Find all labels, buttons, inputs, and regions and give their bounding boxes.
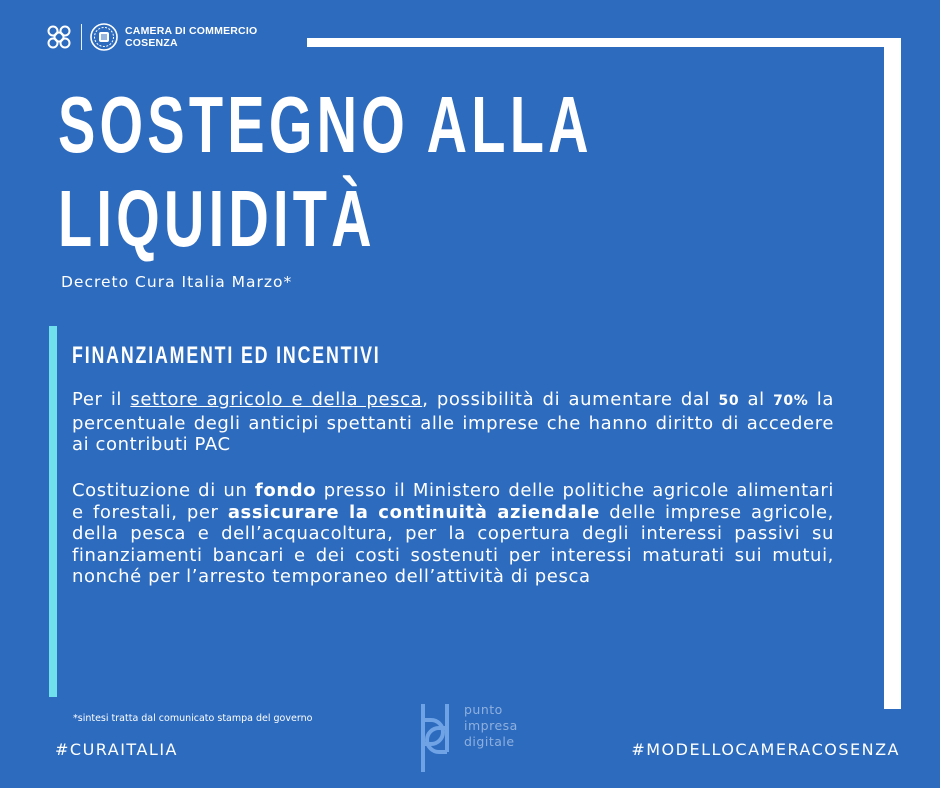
p1-text-1: Per il [72, 389, 131, 410]
header [44, 22, 257, 52]
footnote: *sintesi tratta dal comunicato stampa del governo [73, 713, 313, 724]
subtitle: Decreto Cura Italia Marzo* [61, 273, 293, 291]
paragraph-1 [72, 389, 834, 456]
p2-bold-fondo: fondo [254, 480, 317, 501]
pid-label [464, 702, 518, 750]
punto-impresa-digitale-logo [414, 702, 518, 774]
pid-label-line3: digitale [464, 734, 515, 749]
punto-impresa-digitale-logo-icon [414, 702, 456, 774]
p1-number-70: 70% [773, 393, 809, 409]
chamber-name [125, 25, 257, 49]
chamber-seal-logo-icon [89, 22, 119, 52]
hashtag-curaitalia: #CURAITALIA [55, 740, 178, 759]
page-title-line1: SOSTEGNO ALLA [58, 80, 593, 169]
chamber-name-line2: COSENZA [125, 37, 178, 49]
hashtag-modellocameracosenza: #MODELLOCAMERACOSENZA [631, 740, 900, 759]
pid-label-line1: punto [464, 702, 503, 717]
paragraph-2 [72, 480, 834, 588]
frame-right-border [884, 38, 901, 709]
p1-text-3: al [739, 389, 774, 410]
page-title-line2: LIQUIDITÀ [58, 174, 376, 263]
header-divider [81, 24, 82, 50]
accent-bar [49, 326, 57, 697]
frame-top-border [307, 38, 901, 47]
p1-text-2: , possibilità di aumentare dal [422, 389, 719, 410]
chamber-name-line1: CAMERA DI COMMERCIO [125, 25, 258, 37]
page-title [58, 78, 593, 266]
p2-text-2: presso il Ministero delle politiche agricole alimentari e forestali, per [72, 480, 834, 523]
p1-number-50: 50 [718, 393, 740, 409]
p1-underlined-sector: settore agricolo e della pesca [130, 389, 423, 410]
chamber-knot-logo-icon [44, 22, 74, 52]
pid-label-line2: impresa [464, 718, 518, 733]
section-heading: FINANZIAMENTI ED INCENTIVI [72, 342, 381, 369]
p1-text-4: la percentuale degli anticipi spettanti alle imprese che hanno diritto di accedere ai contributi PAC [72, 389, 834, 455]
p2-text-1: Costituzione di un [72, 480, 255, 501]
p2-bold-continuita: assicurare la continuità aziendale [227, 501, 600, 523]
p2-text-3: delle imprese agricole, della pesca e dell’acquacoltura, per la copertura degli interessi passivi su finanziamenti bancari e dei costi sostenuti per interessi maturati sui mutui, nonché per l’arresto temporaneo dell’attività di pesca [72, 501, 834, 587]
